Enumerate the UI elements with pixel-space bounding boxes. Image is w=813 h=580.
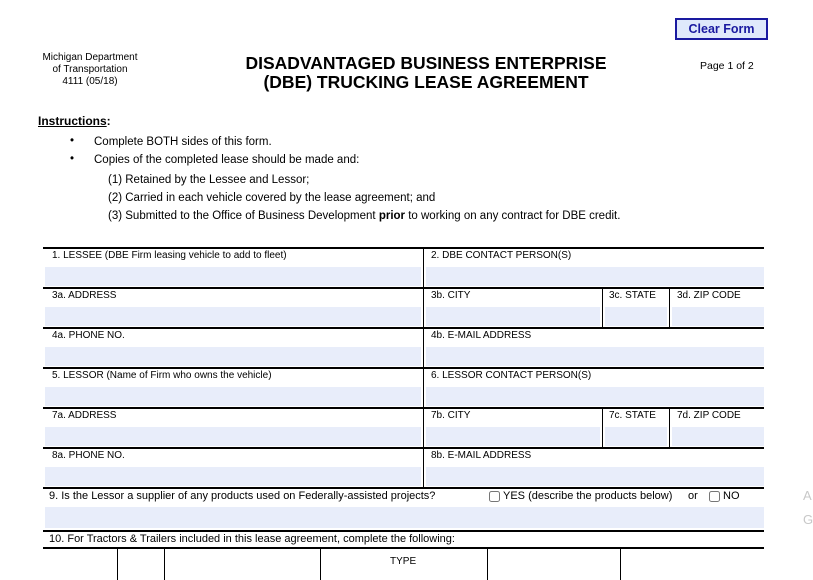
bullet-dot-1: •: [70, 135, 75, 147]
lessor-phone-input[interactable]: [45, 467, 421, 486]
field-label-lessee-email: 4b. E-MAIL ADDRESS: [431, 330, 532, 341]
instruction-bullet-1: Complete BOTH sides of this form.: [94, 136, 272, 148]
dbe-contact-input[interactable]: [426, 267, 764, 286]
table-col-divider-5: [620, 548, 621, 580]
products-description-input[interactable]: [45, 507, 764, 528]
table-col-divider-2: [164, 548, 165, 580]
form-title: [210, 54, 642, 92]
lessor-city-input[interactable]: [426, 427, 600, 446]
field-label-lessee: 1. LESSEE (DBE Firm leasing vehicle to add to fleet): [52, 250, 287, 261]
form-divider-state-7: [602, 408, 603, 448]
lessee-phone-input[interactable]: [45, 347, 421, 366]
field-label-lessor-email: 8b. E-MAIL ADDRESS: [431, 450, 532, 461]
no-label: NO: [723, 490, 740, 502]
form-number: 4111 (05/18): [62, 76, 118, 87]
instruction-sub-3-post: to working on any contract for DBE credit.: [405, 210, 621, 222]
lessor-zip-input[interactable]: [672, 427, 764, 446]
field-label-dbe-contact: 2. DBE CONTACT PERSON(S): [431, 250, 572, 261]
field-label-lessee-city: 3b. CITY: [431, 290, 471, 301]
form-rule-4: [43, 367, 764, 369]
table-col-divider-1: [117, 548, 118, 580]
page-number: Page 1 of 2: [700, 60, 754, 72]
table-col-divider-3: [320, 548, 321, 580]
form-title-line2: (DBE) TRUCKING LEASE AGREEMENT: [263, 72, 589, 92]
department-name-line2: of Transportation: [52, 64, 128, 75]
form-divider-state-3: [602, 288, 603, 328]
lessor-input[interactable]: [45, 387, 421, 406]
department-name-line1: Michigan Department: [42, 52, 138, 63]
field-label-lessor-phone: 8a. PHONE NO.: [52, 450, 125, 461]
field-label-lessee-phone: 4a. PHONE NO.: [52, 330, 125, 341]
instruction-sub-3-pre: (3) Submitted to the Office of Business Development: [108, 210, 379, 222]
instruction-sub-2: (2) Carried in each vehicle covered by the lease agreement; and: [108, 192, 436, 204]
question-9-text: 9. Is the Lessor a supplier of any products used on Federally-assisted projects?: [49, 490, 436, 502]
lessor-email-input[interactable]: [426, 467, 764, 486]
instructions-heading-colon: :: [106, 114, 111, 128]
side-text-a: A: [803, 488, 812, 503]
instruction-bullet-2: Copies of the completed lease should be made and:: [94, 154, 360, 166]
form-rule-2: [43, 287, 764, 289]
field-label-lessee-zip: 3d. ZIP CODE: [677, 290, 741, 301]
yes-label: YES (describe the products below): [503, 490, 673, 502]
form-rule-6: [43, 447, 764, 449]
form-divider-zip-7: [669, 408, 670, 448]
table-header-type: TYPE: [390, 556, 417, 567]
instructions-heading: [38, 114, 111, 128]
form-divider-center: [423, 248, 424, 487]
form-rule-7: [43, 487, 764, 489]
or-label: or: [688, 490, 698, 502]
form-rule-8: [43, 530, 764, 532]
form-rule-5: [43, 407, 764, 409]
field-label-lessor-state: 7c. STATE: [609, 410, 656, 421]
field-label-lessor-city: 7b. CITY: [431, 410, 471, 421]
lessee-email-input[interactable]: [426, 347, 764, 366]
no-checkbox[interactable]: [709, 491, 720, 502]
form-rule-1: [43, 247, 764, 249]
lessee-city-input[interactable]: [426, 307, 600, 326]
instructions-heading-text: Instructions: [38, 114, 107, 128]
form-divider-zip-3: [669, 288, 670, 328]
field-label-lessee-address: 3a. ADDRESS: [52, 290, 117, 301]
field-label-lessor-zip: 7d. ZIP CODE: [677, 410, 741, 421]
table-col-divider-4: [487, 548, 488, 580]
field-label-lessor: 5. LESSOR (Name of Firm who owns the vehicle): [52, 370, 272, 381]
lessee-zip-input[interactable]: [672, 307, 764, 326]
form-title-line1: DISADVANTAGED BUSINESS ENTERPRISE: [245, 53, 607, 73]
field-label-lessee-state: 3c. STATE: [609, 290, 656, 301]
form-rule-9: [43, 547, 764, 549]
lessee-state-input[interactable]: [605, 307, 667, 326]
lessor-contact-input[interactable]: [426, 387, 764, 406]
instruction-sub-1: (1) Retained by the Lessee and Lessor;: [108, 174, 310, 186]
instruction-sub-3-bold: prior: [378, 210, 406, 222]
field-label-lessor-address: 7a. ADDRESS: [52, 410, 117, 421]
clear-form-button[interactable]: Clear Form: [675, 18, 768, 40]
lessee-input[interactable]: [45, 267, 421, 286]
department-block: [28, 52, 152, 88]
question-10-text: 10. For Tractors & Trailers included in this lease agreement, complete the following:: [49, 533, 455, 545]
field-label-lessor-contact: 6. LESSOR CONTACT PERSON(S): [431, 370, 592, 381]
yes-checkbox[interactable]: [489, 491, 500, 502]
side-text-g: G: [803, 512, 813, 527]
bullet-dot-2: •: [70, 153, 75, 165]
lessor-state-input[interactable]: [605, 427, 667, 446]
instruction-sub-3: [108, 209, 620, 223]
form-rule-3: [43, 327, 764, 329]
lessee-address-input[interactable]: [45, 307, 421, 326]
lessor-address-input[interactable]: [45, 427, 421, 446]
